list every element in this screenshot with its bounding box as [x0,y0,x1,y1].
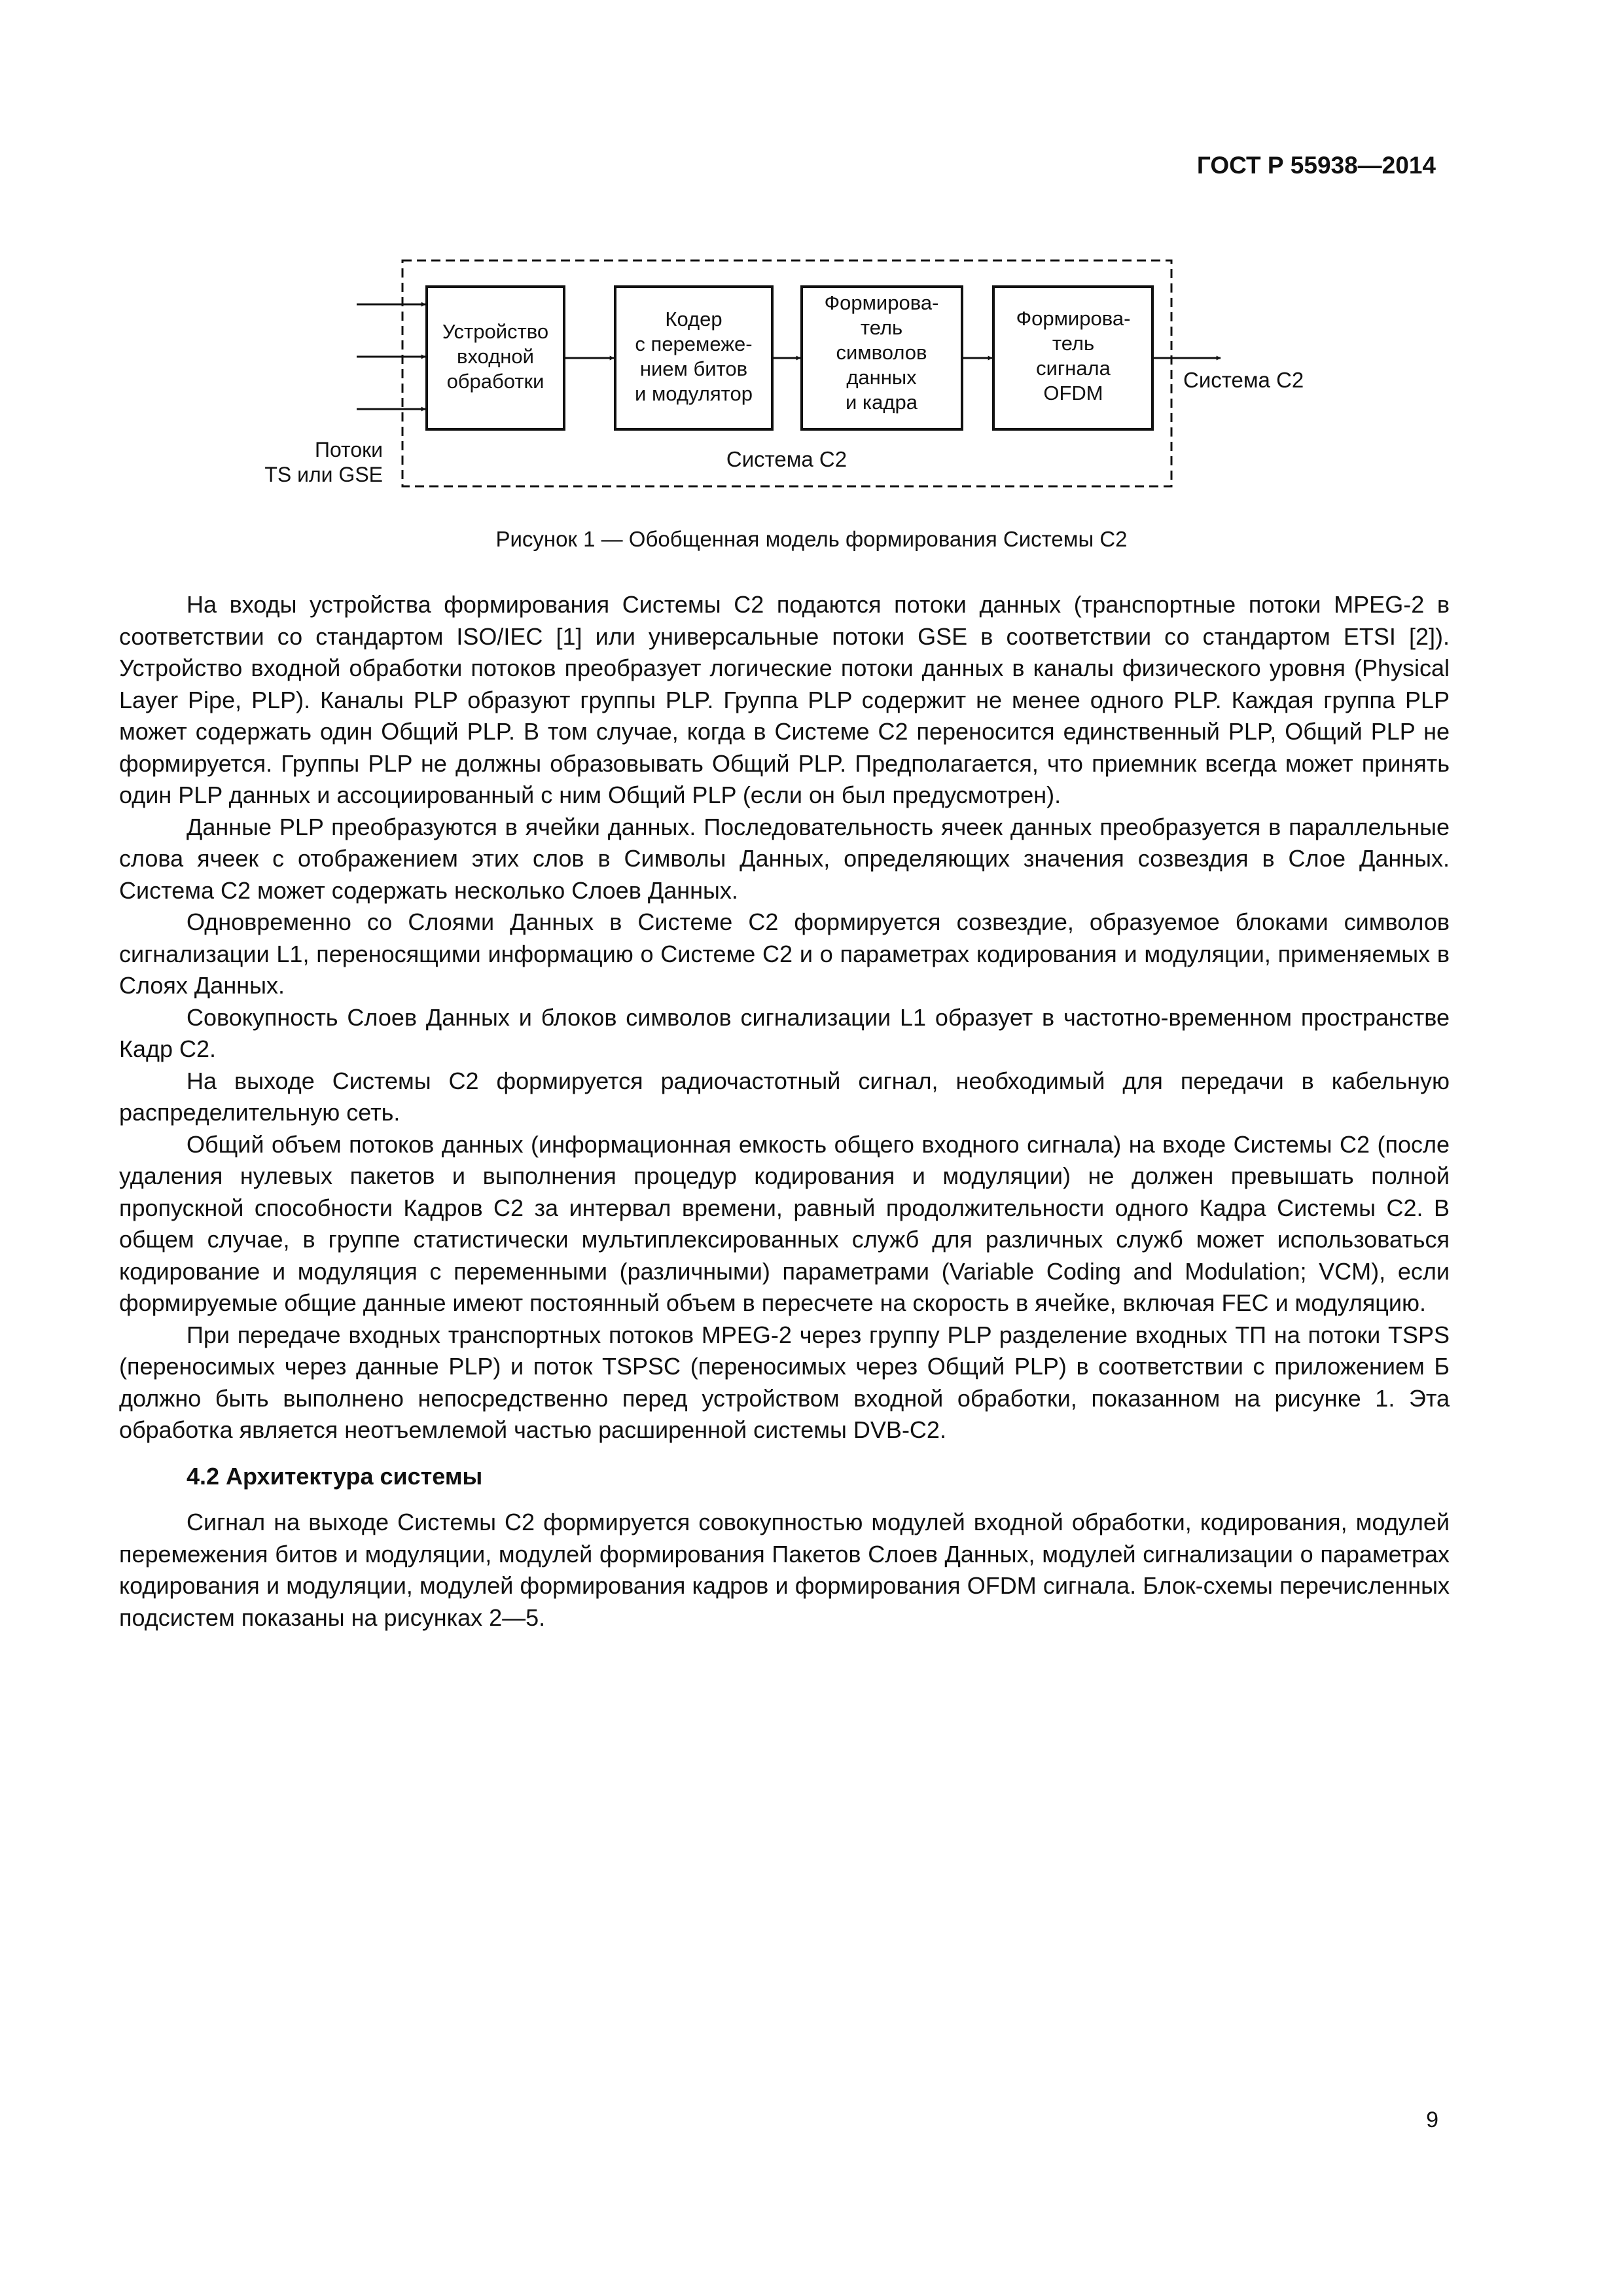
section-heading: 4.2 Архитектура системы [187,1462,483,1490]
paragraph: Сигнал на выходе Системы С2 формируется совокупностью модулей входной обработки, кодирования, модулей перемежения битов и модуляции, модулей формирования Пакетов Слоев Данных, модулей сигнализации о параметрах кодирования и модуляции, модулей формирования кадров и формирования OFDM сигнала. Блок-схемы перечисленных подсистем показаны на рисунках 2—5. [119,1509,1450,1631]
paragraph: При передаче входных транспортных потоков MPEG-2 через группу PLP разделение входных ТП на потоки TSPS (переносимых через данные PLP) и поток TSPSC (переносимых через Общий PLP) в соответствии с приложением Б должно быть выполнено непосредственно перед устройством входной обработки, показанном на рисунке 1. Эта обработка является неотъемлемой частью расширенной системы DVB-C2. [119,1321,1450,1443]
block-label: Кодер с перемеже-нием битов и модулятор [635,308,753,405]
output-label: Система С2 [1183,368,1304,392]
block-label: Формирова-тель сигнала OFDM [1016,307,1131,404]
paragraph: На выходе Системы С2 формируется радиочастотный сигнал, необходимый для передачи в кабельную распределительную сеть. [119,1067,1450,1126]
document-designation: ГОСТ Р 55938—2014 [1196,152,1436,179]
body-text [119,589,1450,1634]
block-label: Формирова-тель символов данных и кадра [824,291,939,414]
paragraph: На входы устройства формирования Системы С2 подаются потоки данных (транспортные потоки MPEG-2 в соответствии со стандартом ISO/IEC [1] или универсальные потоки GSE в соответствии со стандартом ETSI [2]). Устройство входной обработки потоков преобразует логические потоки данных в каналы физического уровня (Physical Layer Pipe, PLP). Каналы PLP образуют группы PLP. Группа PLP содержит не менее одного PLP. Каждая группа PLP может содержать один Общий PLP. В том случае, когда в Системе С2 переносится единственный PLP, Общий PLP не формируется. Группы PLP не должны образовывать Общий PLP. Предполагается, что приемник всегда может принять один PLP данных и ассоциированный с ним Общий PLP (если он был предусмотрен). [119,591,1450,808]
paragraph: Одновременно со Слоями Данных в Системе С2 формируется созвездие, образуемое блоками символов сигнализации L1, переносящими информацию о Системе С2 и о параметрах кодирования и модуляции, применяемых в Слоях Данных. [119,908,1450,999]
inputs-label: Потоки TS или GSE [264,438,383,486]
paragraph: Общий объем потоков данных (информационная емкость общего входного сигнала) на входе Системы С2 (после удаления нулевых пакетов и выполнения процедур кодирования и модуляции) не должен превышать полной пропускной способности Кадров С2 за интервал времени, равный продолжительности одного Кадра Системы С2. В общем случае, в группе статистически мультиплексированных служб для различных служб может использоваться кодирование и модуляция с переменными (различными) параметрами (Variable Coding and Modulation; VCM), если формируемые общие данные имеют постоянный объем в пересчете на скорость в ячейке, включая FEC и модуляцию. [119,1130,1450,1316]
paragraph: Совокупность Слоев Данных и блоков символов сигнализации L1 образует в частотно-временном пространстве Кадр С2. [119,1003,1450,1062]
system-block-diagram [236,242,1335,504]
page-number: 9 [1426,2108,1438,2132]
block-label: Устройство входной обработки [442,320,549,393]
figure-caption: Рисунок 1 — Обобщенная модель формирования Системы С2 [495,527,1128,551]
paragraph: Данные PLP преобразуются в ячейки данных. Последовательность ячеек данных преобразуется в параллельные слова ячеек с отображением этих слов в Символы Данных, определяющих значения созвездия в Слое Данных. Система С2 может содержать несколько Слоев Данных. [119,813,1450,904]
system-label: Система С2 [726,447,847,471]
